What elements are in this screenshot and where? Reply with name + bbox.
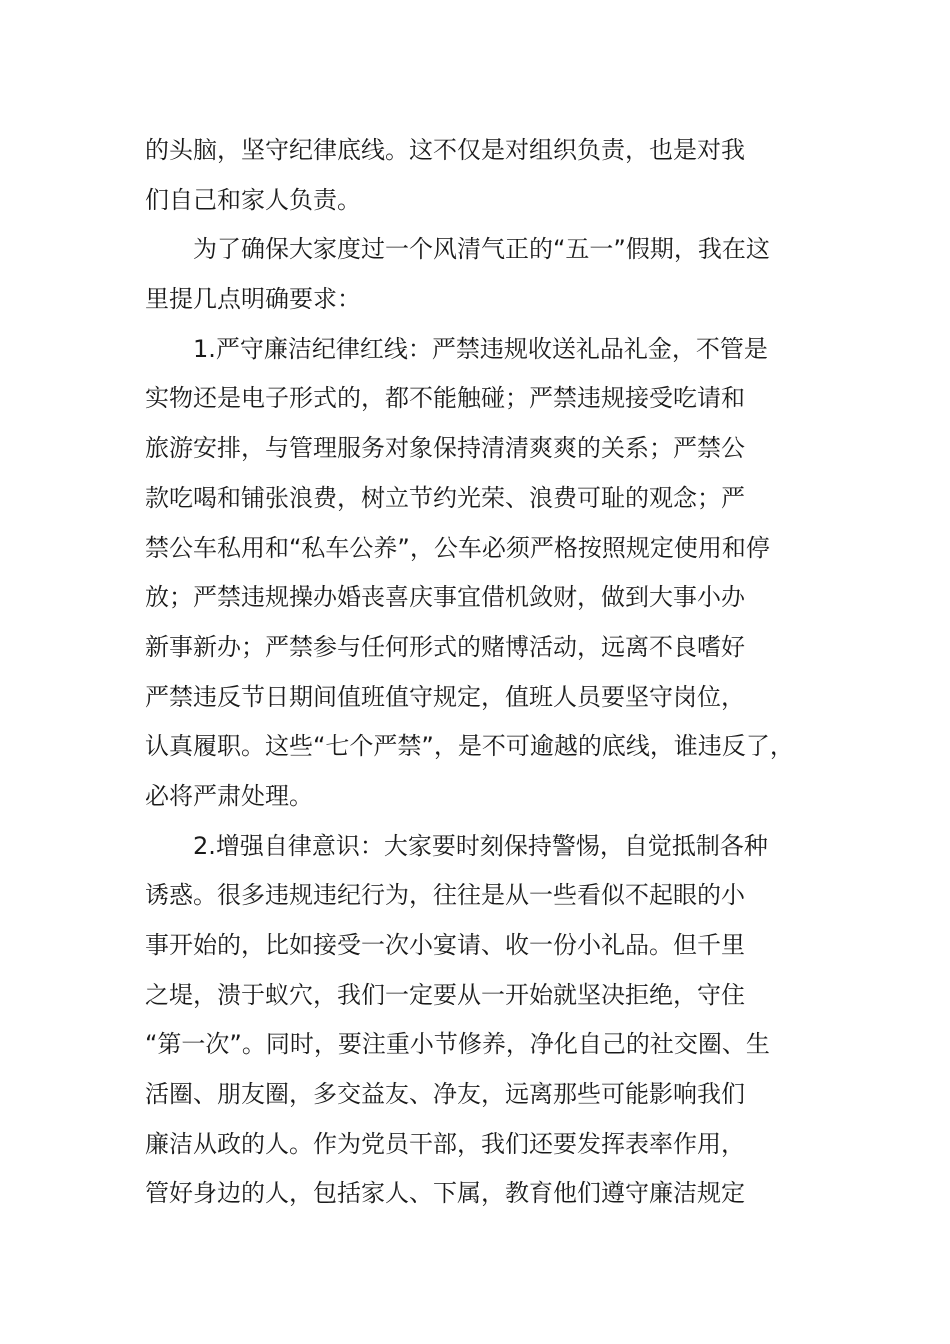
text-line-9: 禁公车私用和“私车公养”，公车必须严格按照规定使用和停 bbox=[145, 533, 770, 562]
text-line-18: 之堤，溃于蚁穴，我们一定要从一开始就坚决拒绝，守住 bbox=[145, 980, 745, 1009]
text-line-16: 诱惑。很多违规违纪行为，往往是从一些看似不起眼的小 bbox=[145, 881, 745, 910]
document-body bbox=[145, 126, 845, 1219]
text-line-5: 1.严守廉洁纪律红线：严禁违规收送礼品礼金，不管是 bbox=[193, 334, 768, 363]
text-line-3: 为了确保大家度过一个风清气正的“五一”假期，我在这 bbox=[193, 235, 770, 264]
text-line-12: 严禁违反节日期间值班值守规定，值班人员要坚守岗位， bbox=[145, 682, 745, 711]
text-line-13: 认真履职。这些“七个严禁”，是不可逾越的底线，谁违反了， bbox=[145, 732, 794, 761]
text-line-19: “第一次”。同时，要注重小节修养，净化自己的社交圈、生 bbox=[145, 1030, 770, 1059]
text-line-11: 新事新办；严禁参与任何形式的赌博活动，远离不良嗜好 bbox=[145, 632, 745, 661]
text-line-15: 2.增强自律意识：大家要时刻保持警惕，自觉抵制各种 bbox=[193, 831, 768, 860]
text-line-20: 活圈、朋友圈，多交益友、净友，远离那些可能影响我们 bbox=[145, 1080, 745, 1109]
text-line-8: 款吃喝和铺张浪费，树立节约光荣、浪费可耻的观念；严 bbox=[145, 483, 745, 512]
text-line-22: 管好身边的人，包括家人、下属，教育他们遵守廉洁规定 bbox=[145, 1179, 745, 1208]
text-line-14: 必将严肃处理。 bbox=[145, 781, 313, 810]
text-line-10: 放；严禁违规操办婚丧喜庆事宜借机敛财，做到大事小办 bbox=[145, 583, 745, 612]
text-line-4: 里提几点明确要求： bbox=[145, 285, 361, 314]
text-line-1: 的头脑，坚守纪律底线。这不仅是对组织负责，也是对我 bbox=[145, 136, 745, 164]
text-line-6: 实物还是电子形式的，都不能触碰；严禁违规接受吃请和 bbox=[145, 384, 745, 413]
text-line-21: 廉洁从政的人。作为党员干部，我们还要发挥表率作用， bbox=[145, 1129, 745, 1158]
text-line-2: 们自己和家人负责。 bbox=[145, 185, 361, 214]
text-line-17: 事开始的，比如接受一次小宴请、收一份小礼品。但千里 bbox=[145, 931, 745, 959]
text-line-7: 旅游安排，与管理服务对象保持清清爽爽的关系；严禁公 bbox=[145, 434, 745, 463]
